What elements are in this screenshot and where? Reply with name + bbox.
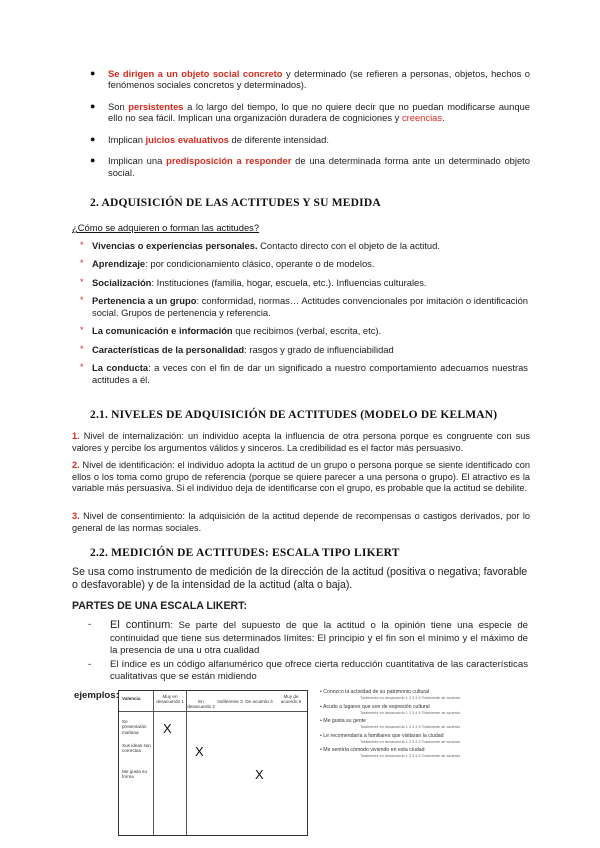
level-consent: 3. Nivel de consentimiento: la adquisición de la actitud depende de recompensas o castigos derivados, por lo general de las normas sociales.: [72, 511, 530, 533]
likert-intro: Se usa como instrumento de medición de la dirección de la actitud (positiva o negativa; favorable o desfavorable) y de la intensidad de la actitud (alta o baja).: [72, 566, 528, 591]
table-header: En desacuerdo 2: [187, 699, 215, 710]
bullet-icon: ●: [90, 155, 96, 166]
table-header: Muy en desacuerdo 1: [156, 694, 184, 705]
section-2-1-heading: 2.1. NIVELES DE ADQUISICIÓN DE ACTITUDES (MODELO DE KELMAN): [90, 409, 498, 421]
asterisk-icon: *: [80, 258, 84, 269]
asterisk-icon: *: [80, 362, 84, 373]
list-item: ● Son persistentes a lo largo del tiempo, lo que no quiere decir que no puedan modificarse aunque ello no sea fácil. Implican una organización duradera de cogniciones y creencias.: [90, 100, 530, 124]
table-header: De acuerdo 4: [245, 699, 273, 704]
table-row-label: Me gusta su forma: [122, 769, 148, 780]
asterisk-icon: *: [80, 325, 84, 336]
index-item: - El índice es un código alfanumérico que ofrece cierta reducción cuantitativa de las características cualitativas que se están midiendo: [88, 659, 528, 682]
list-item: * Pertenencia a un grupo: conformidad, normas… Actitudes convencionales por imitación o identificación social. Grupos de pertenencia y referencia.: [80, 295, 528, 318]
table-row-label: Sus ideas son correctas: [122, 743, 151, 754]
list-item: ● Implican juicios evaluativos de diferente intensidad.: [90, 133, 329, 145]
section-2-question: ¿Cómo se adquieren o forman las actitudes?: [72, 222, 260, 233]
dash-icon: -: [88, 619, 92, 630]
level-identification: 2. Nivel de identificación: el individuo adopta la actitud de un grupo o persona porque se siente identificado con ellos o los toma como grupo de referencia (porque se quiere parecer a una persona o grupo). El atractivo es la variable más persuasiva. Si el individuo deja de identificarse con el grupo, es probable que la actitud se debilite.: [72, 460, 530, 493]
asterisk-icon: *: [80, 343, 84, 354]
list-item: * La conducta: a veces con el fin de dar un significado a nuestro comportamiento adecuamos nuestras actitudes a él.: [80, 362, 528, 385]
table-header: Muy de acuerdo 5: [280, 694, 302, 705]
list-item: • Me gusta su gente Totalmente en desacuerdo 1 2 3 4 5 Totalmente de acuerdo: [320, 718, 538, 733]
examples-label: ejemplos:: [74, 690, 119, 701]
list-item: • Me sentiría cómodo viviendo en esta ciudad Totalmente en desacuerdo 1 2 3 4 5 Totalmente de acuerdo: [320, 747, 538, 762]
selection-mark: X: [195, 744, 204, 759]
level-internalization: 1. Nivel de internalización: un individuo acepta la influencia de otra persona porque es congruente con sus valores y percibe los argumentos válidos y sinceros. La credibilidad es el factor más persuasivo.: [72, 431, 530, 453]
bullet-icon: ●: [90, 100, 96, 111]
list-item: • Conozco la actividad de su patrimonio cultural Totalmente en desacuerdo 1 2 3 4 5 Totalmente de acuerdo: [320, 689, 538, 704]
table-header: Valencia: [122, 696, 141, 701]
asterisk-icon: *: [80, 240, 84, 250]
acquisition-list: [80, 240, 528, 392]
table-row-label: Se presentarán mañana: [122, 719, 147, 735]
list-item: * La comunicación e información que recibimos (verbal, escrita, etc).: [80, 325, 382, 337]
likert-sample-items: [320, 689, 538, 762]
bullet-icon: ●: [90, 68, 96, 78]
list-item: ● Se dirigen a un objeto social concreto y determinado (se refieren a personas, objetos, hechos o fenómenos sociales concretos y determinados).: [90, 68, 530, 91]
bullet-icon: ●: [90, 133, 96, 144]
dash-icon: -: [88, 659, 92, 670]
selection-mark: X: [163, 721, 172, 736]
characteristics-list: [90, 68, 530, 188]
list-item: * Socialización: Instituciones (familia, hogar, escuela, etc.). Influencias culturales.: [80, 276, 427, 288]
list-item: * Características de la personalidad: rasgos y grado de influenciabilidad: [80, 343, 394, 355]
likert-example-table: [118, 690, 308, 836]
list-item: ● Implican una predisposición a responder de una determinada forma ante un determinado objeto social.: [90, 155, 530, 178]
selection-mark: X: [255, 767, 264, 782]
asterisk-icon: *: [80, 295, 84, 306]
likert-parts-title: PARTES DE UNA ESCALA LIKERT:: [72, 600, 247, 612]
asterisk-icon: *: [80, 276, 84, 287]
table-header: Indiferente 3: [217, 699, 243, 704]
list-item: • Acudo a lugares que son de expresión cultural Totalmente en desacuerdo 1 2 3 4 5 Totalmente de acuerdo: [320, 704, 538, 719]
list-item: * Aprendizaje: por condicionamiento clásico, operante o de modelos.: [80, 258, 375, 270]
list-item: * Vivencias o experiencias personales. Contacto directo con el objeto de la actitud.: [80, 240, 440, 251]
section-2-2-heading: 2.2. MEDICIÓN DE ACTITUDES: ESCALA TIPO LIKERT: [90, 547, 400, 559]
section-2-heading: 2. ADQUISICIÓN DE LAS ACTITUDES Y SU MEDIDA: [90, 197, 381, 209]
continuum-item: - El continum: Se parte del supuesto de que la actitud o la opinión tiene una especie de continuidad que tiene sus determinados límites: El principio y el fin son el mínimo y el máximo de la presencia de una u otra cualidad: [88, 619, 528, 656]
list-item: • Le recomendaría a familiares que visitaran la ciudad Totalmente en desacuerdo 1 2 3 4 5 Totalmente de acuerdo: [320, 733, 538, 748]
